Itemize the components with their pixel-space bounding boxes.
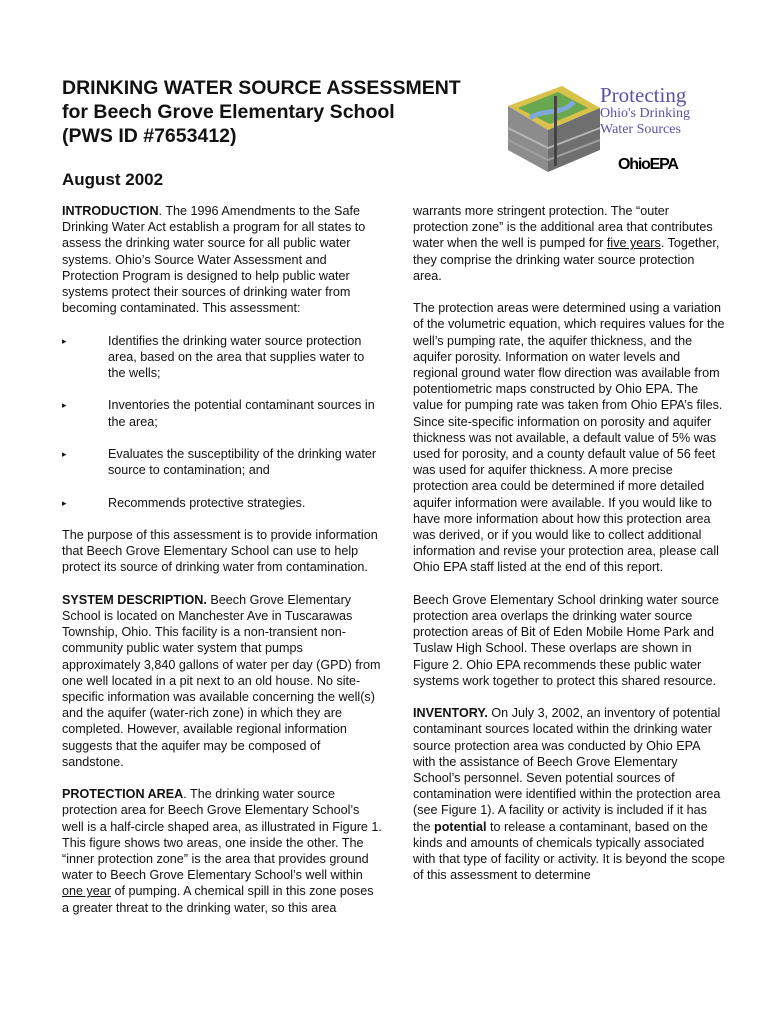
right-column: [413, 203, 725, 900]
bullet-text: Inventories the potential contaminant sources in the area;: [108, 398, 375, 429]
logo-text: [600, 84, 690, 138]
bullet-marker-icon: ▸: [62, 497, 67, 508]
assessment-bullet-list: [62, 333, 382, 511]
outer-zone-paragraph: [413, 203, 725, 284]
terrain-block-icon: [500, 68, 610, 178]
inventory-heading: INVENTORY.: [413, 706, 488, 721]
bullet-item: [62, 333, 382, 382]
purpose-paragraph: The purpose of this assessment is to provide information that Beech Grove Elementary School can use to help protect its source of drinking water from contamination.: [62, 527, 378, 575]
bullet-text: Recommends protective strategies.: [108, 495, 306, 510]
inventory-text: On July 3, 2002, an inventory of potential contaminant sources located within the drinking water source protection area was conducted by Ohio EPA with the assistance of Beech Grove Elementary School’s personnel. Seven potential sources of contamination were identified within the protection area (see Figure 1). A facility or activity is included if it has the: [413, 706, 721, 834]
system-description-heading: SYSTEM DESCRIPTION.: [62, 592, 207, 607]
left-column: [62, 203, 382, 932]
introduction-text: . The 1996 Amendments to the Safe Drinking Water Act establish a program for all states to assess the drinking water source for all public water systems. Ohio’s Source Water Assessment and Protection Program is designed to help public water systems protect their sources of drinking water from becoming contaminated. This assessment:: [62, 204, 366, 316]
system-description-paragraph: [62, 592, 382, 770]
protection-area-heading: PROTECTION AREA: [62, 787, 184, 802]
system-description-text: Beech Grove Elementary School is located on Manchester Ave in Tuscarawas Township, Ohio. This facility is a non-transient non-community public water system that pumps approximately 3,840 gallons of water per day (GPD) from one well located in a pit next to an old house. No site-specific information was available concerning the well(s) and the aquifer (water-rich zone) in which they are completed. However, available regional information suggests that the aquifer may be composed of sandstone.: [62, 592, 381, 769]
document-date: August 2002: [62, 170, 164, 189]
document-title: [62, 76, 502, 148]
protection-area-text: . The drinking water source protection area for Beech Grove Elementary School’s well is a half-circle shaped area, as illustrated in Figure 1. This figure shows two areas, one inside the other. The “inner protection zone” is the area that provides ground water to Beech Grove Elementary School’s well within: [62, 787, 382, 883]
outer-zone-text-cont: . Together, they comprise the drinking water source protection area.: [413, 236, 720, 283]
title-line-3: (PWS ID #7653412): [62, 125, 237, 147]
logo-line-2: Ohio's Drinking: [600, 106, 691, 121]
bullet-item: [62, 446, 382, 478]
introduction-paragraph: [62, 203, 382, 316]
title-line-1: DRINKING WATER SOURCE ASSESSMENT: [62, 77, 461, 99]
ohio-epa-logo: OhioEPA: [618, 156, 678, 173]
potential-bold: potential: [434, 819, 487, 834]
overlap-paragraph: Beech Grove Elementary School drinking water source protection area overlaps the drinking water source protection areas of Bit of Eden Mobile Home Park and Tuslaw High School. These overlaps are shown in Figure 2. Ohio EPA recommends these public water systems work together to protect this shared resource.: [413, 592, 719, 688]
outer-zone-text: warrants more stringent protection. The “outer protection zone” is the additional area that contributes water when the well is pumped for: [413, 204, 713, 251]
inventory-text-cont: to release a contaminant, based on the kinds and amounts of chemicals typically associated with that type of facility or activity. It is beyond the scope of this assessment to determine: [413, 819, 725, 883]
protection-area-text-cont: of pumping. A chemical spill in this zone poses a greater threat to the drinking water, so this area: [62, 884, 374, 915]
method-paragraph: The protection areas were determined using a variation of the volumetric equation, which requires values for the well’s pumping rate, the aquifer thickness, and the aquifer porosity. Information on water levels and regional ground water flow direction was available from potentiometric maps constructed by Ohio EPA. The value for pumping rate was taken from Ohio EPA’s files. Since site-specific information on porosity and aquifer thickness was not available, a default value of 5% was used for porosity, and a county default value of 56 feet was used for aquifer thickness. A more precise protection area could be determined if more detailed aquifer information were available. If you would like to have more information about how this protection area was derived, or if you would like to collect additional information and revise your protection area, please call Ohio EPA staff listed at the end of this report.: [413, 301, 725, 575]
bullet-marker-icon: ▸: [62, 449, 67, 459]
bullet-text: Identifies the drinking water source protection area, based on the area that supplies water to the wells;: [108, 333, 365, 381]
bullet-item: [62, 397, 382, 429]
logo-line-1: Protecting: [600, 83, 687, 107]
bullet-text: Evaluates the susceptibility of the drinking water source to contamination; and: [108, 447, 377, 478]
bullet-marker-icon: ▸: [62, 335, 67, 346]
bullet-item: [62, 495, 382, 511]
bullet-marker-icon: ▸: [62, 400, 67, 411]
title-line-2: for Beech Grove Elementary School: [62, 101, 395, 123]
one-year-underlined: one year: [62, 884, 112, 899]
introduction-heading: INTRODUCTION: [62, 204, 159, 218]
inventory-paragraph: [413, 705, 725, 883]
protection-area-paragraph: [62, 786, 382, 916]
logo-line-3: Water Sources: [600, 122, 681, 137]
five-years-underlined: five years: [606, 236, 661, 251]
protecting-ohio-logo: [500, 68, 730, 178]
